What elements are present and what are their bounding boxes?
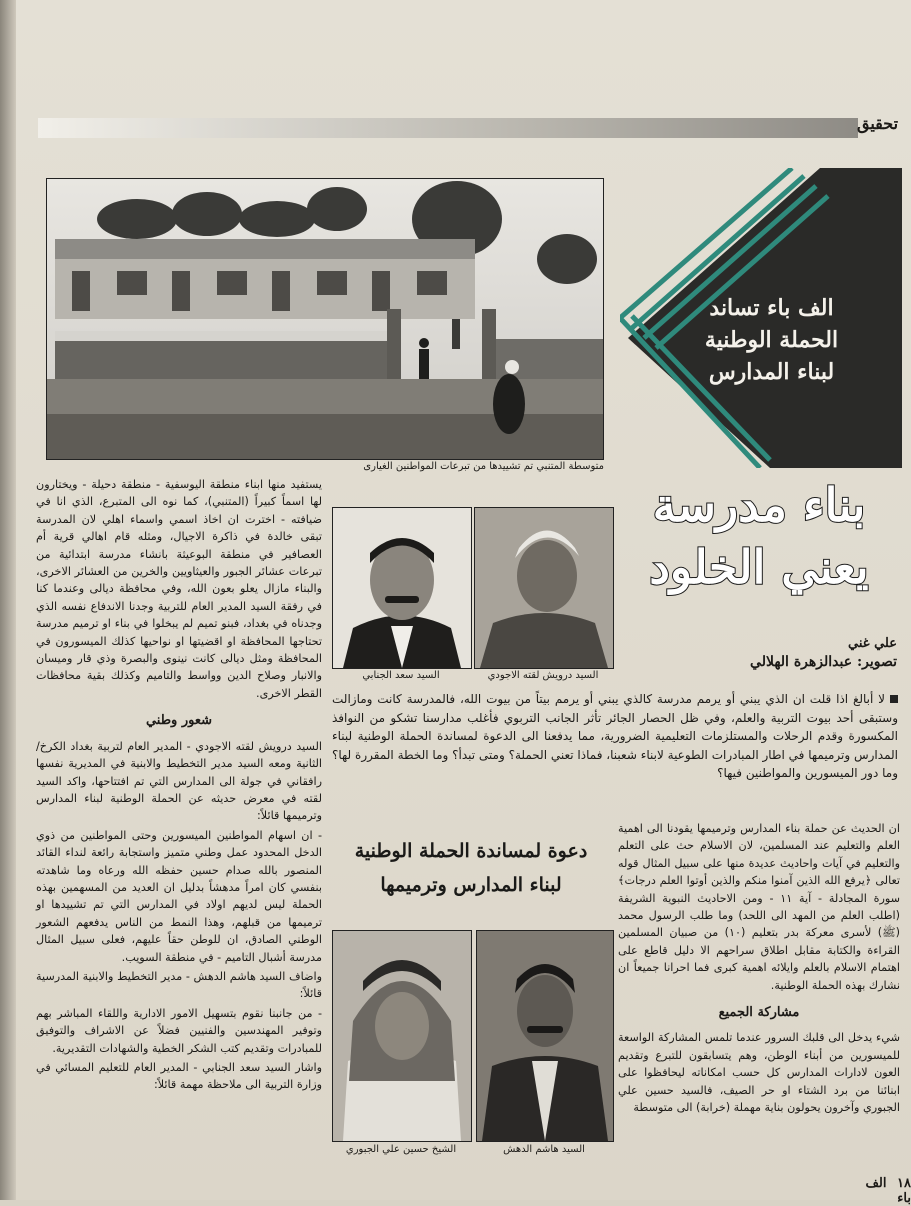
school-photo: [46, 178, 604, 460]
intro-paragraph: [332, 690, 898, 785]
left-paragraph-3: - ان اسهام المواطنين الميسورين وحتى المواطنين من ذوي الدخل المحدود عمل وطني متميز واستجابة رائعة لنداء القائد المنصور بالله صدام حسين حفظه الله ورعاه وما شاهدته بنفسي كان امراً مدهشاً بدليل ان العديد من المسهمين بهذه الحملة ليس لديهم اولاد في المدارس التي تم تشييدها او ترميمها من قبلهم، وهذا النمط من الناس يدفعهم الشعور الوطني الصادق، ان للوطن حقاً عليهم، فعلى سبيل المثال مدرسة أشبال التاميم - في منطقة السويب.: [36, 828, 322, 964]
campaign-title: [669, 292, 874, 388]
author-name: علي غني: [848, 636, 897, 651]
caption-hashem-dahash: السيد هاشم الدهش: [503, 1144, 585, 1155]
right-paragraph-2: شيء يدخل الى قلبك السرور عندما تلمس المشاركة الواسعة للميسورين من أبناء الوطن، وهم يتسابقون للتبرع وتقديم العون لادارات المدارس كل حسب امكاناته ليحافظوا على ابنائنا من برد الشتاء او حر الصيف، فالسيد حسين علي الجبوري وآخرون يحولون بناية مهملة (خرابة) الى متوسطة: [618, 1031, 900, 1115]
right-column: [618, 820, 900, 1119]
subtitle-participation: مشاركة الجميع: [718, 1005, 800, 1021]
magazine-name: الف باء: [865, 1176, 911, 1206]
right-paragraph-1: ان الحديث عن حملة بناء المدارس وترميمها يقودنا الى اهمية العلم والتعليم عند المسلمين، لان الاسلام حث على التعلم والتعليم في آيات واحاديث عديدة منها على سبيل المثال قوله تعالى ﴿يرفع الله الذين آمنوا منكم والذين أوتوا العلم درجات﴾ سورة المجادلة - آية ١١ - ومن الاحاديث النبوية الشريفة (اطلب العلم من المهد الى اللحد) وما طلب الرسول محمد (ﷺ) لأسرى معركة بدر بتعليم (١٠) من صبيان المسلمين القراءة والكتابة مقابل اطلاق سراحهم الا دليل قاطع على اهتمام الاسلام بالعلم وايلائه اهمية كبرى فما احرانا جميعاً ان نشارك بهذه الحملة الوطنية.: [618, 822, 900, 992]
left-paragraph-1: يستفيد منها ابناء منطقة اليوسفية - منطقة دحيلة - ويختارون لها اسماً كبيراً (المتنبي)، كما نوه الى المتبرع، الذي انا في ضيافته - اخترت ان اخاذ اسمي واسماء اهلي لان المدرسة تبقى خالدة في ذاكرة الاجيال، ومثله قام اهالي قرية أم العصافير في منطقة البوعيثة بانشاء مدرسة ابتدائية من تبرعات عشائر الجبور والعيثاويين والخرين من العشائر الاخرى، والبناء مازال يعلو بعون الله، وفي محافظة ديالى وعندما كنا في رفقة السيد المدير العام للتربية وجدنا الاندفاع نفسه الذي وجدناه في بغداد، فبنو تميم لم يبخلوا في بناء او ترميم مدرسة تحتاجها المحافظة او اقضيتها او نواحيها كذلك الميسورون في المحافظة ومثل ديالى كانت نينوى والبصرة وذي قار وميسان والانبار وصلاح الدين وواسط والتاميم وكذلك بقية محافظات القطر الاخرى.: [36, 478, 322, 700]
main-headline-line2: يعني الخلود: [649, 540, 869, 594]
subtitle-national-feeling: شعور وطني: [145, 713, 213, 729]
portrait-darwish: [474, 507, 614, 669]
caption-saad-janabi: السيد سعد الجنابي: [362, 670, 440, 681]
page-footer: [850, 1176, 911, 1206]
main-headline-line1: بناء مدرسة: [652, 478, 866, 532]
caption-darwish: السيد درويش لقته الاجودي: [487, 670, 599, 681]
subhead-line1: دعوة لمساندة الحملة الوطنية: [354, 840, 588, 862]
bullet-square: [890, 695, 898, 703]
portrait-hashem-dahash: [476, 930, 614, 1142]
photographer-credit: تصوير: عبدالزهرة الهلالي: [750, 654, 897, 670]
left-paragraph-4: واضاف السيد هاشم الدهش - مدير التخطيط والابنية المدرسية قائلاً:: [36, 969, 322, 1001]
caption-hussein-jubouri: الشيخ حسين علي الجبوري: [345, 1144, 457, 1155]
portrait-saad-janabi: [332, 507, 472, 669]
magazine-page: [14, 0, 911, 1206]
left-column: [36, 476, 322, 1096]
left-paragraph-2: السيد درويش لقته الاجودي - المدير العام لتربية بغداد الكرخ/ الثانية ومعه السيد مدير التخطيط والابنية في المديرية نفسها رافقاني في جولة الى المدارس التي تم افتتاحها، واكد السيد لقته في معرض حديثه عن الحملة الوطنية لبناء المدارس وترميمها قائلاً:: [36, 739, 322, 823]
left-paragraph-5: - من جانبنا نقوم بتسهيل الامور الادارية واللقاء المباشر بهم وتوفير المهندسين والفنيين فضلاً عن الاشراف والتوفيق للمبادرات وتقديم كتب الشكر الخطية والشهادات التقديرية.: [36, 1006, 322, 1055]
intro-text: لا أبالغ اذا قلت ان الذي يبني أو يرمم مدرسة كالذي يبني أو يرمم بيتاً من بيوت الله، فالمدرسة كانت ومازالت وستبقى أحد بيوت التربية والعلم، وفي ظل الحصار الجائر تأثر الجانب التربوي فأغلب مدارسنا تشكو من النوافذ المكسورة وقدم الرحلات والمستلزمات التعليمية الضرورية، مما يدفعنا الى الدعوة لمساندة الحملة الوطنية لبناء المدارس وترميمها في اطار المبادرات الطوعية لابناء شعبنا، فماذا تعني الحملة؟ ومتى تبدأ؟ وما الخطة المقررة لها؟ وما دور الميسورين والمواطنين فيها؟: [332, 692, 898, 780]
campaign-title-line: الحملة الوطنية: [704, 327, 839, 353]
section-tag: تحقيق: [857, 114, 899, 133]
portrait-hussein-jubouri: [332, 930, 472, 1142]
subhead-line2: لبناء المدارس وترميمها: [380, 874, 562, 896]
left-paragraph-6: واشار السيد سعد الجنابي - المدير العام للتعليم المسائي في وزارة التربية الى ملاحظة مهمة قائلاً:: [36, 1061, 322, 1092]
page-number: ١٨: [897, 1176, 911, 1191]
school-photo-caption: متوسطة المتنبي تم تشييدها من تبرعات المواطنين الغيارى: [363, 461, 604, 472]
page-gutter-shadow: [0, 0, 16, 1200]
campaign-title-line: لبناء المدارس: [708, 359, 835, 385]
campaign-title-line: الف باء تساند: [709, 295, 834, 321]
section-header-bar: [38, 118, 858, 138]
